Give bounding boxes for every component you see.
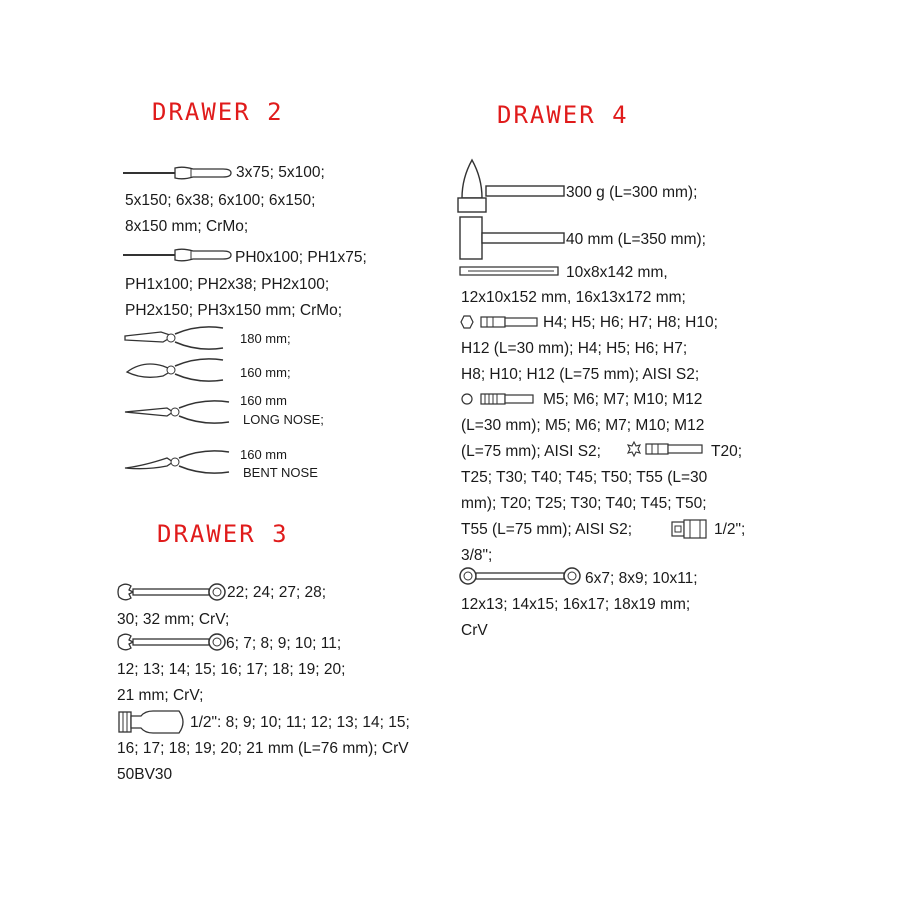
adapter-line-2: 3/8"; — [461, 547, 493, 564]
ratchet-wrench-icon — [458, 566, 584, 591]
torx-bits-line-4: T55 (L=75 mm); AISI S2; — [461, 521, 632, 538]
combination-wrench-large-icon — [117, 582, 227, 607]
phillips-screwdriver-icon — [123, 245, 233, 270]
chisel-icon — [458, 264, 562, 283]
wrench-small-line-1: 6; 7; 8; 9; 10; 11; — [226, 635, 342, 652]
torx-bits-line-2: T25; T30; T40; T45; T50; T55 (L=30 — [461, 469, 708, 486]
combination-pliers-size: 180 mm; — [240, 331, 291, 346]
deep-socket-line-1: 1/2": 8; 9; 10; 11; 12; 13; 14; 15; — [190, 714, 410, 731]
long-nose-pliers-label: LONG NOSE; — [243, 412, 324, 427]
torx-bits-line-1: T20; — [711, 443, 743, 460]
wrench-small-line-2: 12; 13; 14; 15; 16; 17; 18; 19; 20; — [117, 661, 346, 678]
hex-bits-line-3: H8; H10; H12 (L=75 mm); AISI S2; — [461, 366, 700, 383]
bit-adapter-icon — [670, 518, 710, 545]
mallet-icon — [458, 215, 568, 268]
adapter-line-1: 1/2"; — [714, 521, 746, 538]
torx-bits-line-3: mm); T20; T25; T30; T40; T45; T50; — [461, 495, 707, 512]
long-nose-pliers-icon — [123, 398, 233, 433]
hex-bit-icon — [459, 313, 541, 336]
chisel-line-1: 10x8x142 mm, — [566, 264, 668, 281]
combination-wrench-small-icon — [117, 632, 227, 657]
ratchet-wrench-line-3: CrV — [461, 622, 488, 639]
chisel-line-2: 12x10x152 mm, 16x13x172 mm; — [461, 289, 686, 306]
drawer-3-title: DRAWER 3 — [157, 520, 289, 548]
drawer-2-title: DRAWER 2 — [152, 98, 284, 126]
phillips-screwdriver-line-2: PH1x100; PH2x38; PH2x100; — [125, 276, 330, 293]
flat-screwdriver-icon — [123, 163, 233, 188]
spline-bits-line-1: M5; M6; M7; M10; M12 — [543, 391, 703, 408]
mallet-spec: 40 mm (L=350 mm); — [566, 231, 706, 248]
hammer-icon — [458, 158, 568, 219]
combination-pliers-icon — [123, 324, 228, 359]
long-nose-pliers-size: 160 mm — [240, 393, 287, 408]
deep-socket-line-2: 16; 17; 18; 19; 20; 21 mm (L=76 mm); CrV — [117, 740, 409, 757]
hex-bits-line-1: H4; H5; H6; H7; H8; H10; — [543, 314, 718, 331]
phillips-screwdriver-line-3: PH2x150; PH3x150 mm; CrMo; — [125, 302, 343, 319]
diagonal-cutter-icon — [123, 356, 228, 391]
bent-nose-pliers-label: BENT NOSE — [243, 465, 318, 480]
deep-socket-line-3: 50BV30 — [117, 766, 173, 783]
hex-bits-line-2: H12 (L=30 mm); H4; H5; H6; H7; — [461, 340, 688, 357]
bent-nose-pliers-icon — [123, 448, 233, 483]
bent-nose-pliers-size: 160 mm — [240, 447, 287, 462]
deep-socket-icon — [117, 710, 189, 739]
flat-screwdriver-line-3: 8x150 mm; CrMo; — [125, 218, 249, 235]
ratchet-wrench-line-2: 12x13; 14x15; 16x17; 18x19 mm; — [461, 596, 691, 613]
ratchet-wrench-line-1: 6x7; 8x9; 10x11; — [585, 570, 698, 587]
spline-bit-icon — [459, 390, 541, 413]
flat-screwdriver-line-1: 3x75; 5x100; — [236, 164, 325, 181]
diagonal-cutter-size: 160 mm; — [240, 365, 291, 380]
spline-bits-line-2: (L=30 mm); M5; M6; M7; M10; M12 — [461, 417, 705, 434]
hammer-spec: 300 g (L=300 mm); — [566, 184, 698, 201]
wrench-large-line-2: 30; 32 mm; CrV; — [117, 611, 230, 628]
phillips-screwdriver-line-1: PH0x100; PH1x75; — [235, 249, 367, 266]
drawer-4-title: DRAWER 4 — [497, 101, 629, 129]
flat-screwdriver-line-2: 5x150; 6x38; 6x100; 6x150; — [125, 192, 316, 209]
spline-bits-line-3: (L=75 mm); AISI S2; — [461, 443, 601, 460]
torx-bit-icon — [626, 440, 706, 463]
wrench-large-line-1: 22; 24; 27; 28; — [227, 584, 327, 601]
wrench-small-line-3: 21 mm; CrV; — [117, 687, 204, 704]
